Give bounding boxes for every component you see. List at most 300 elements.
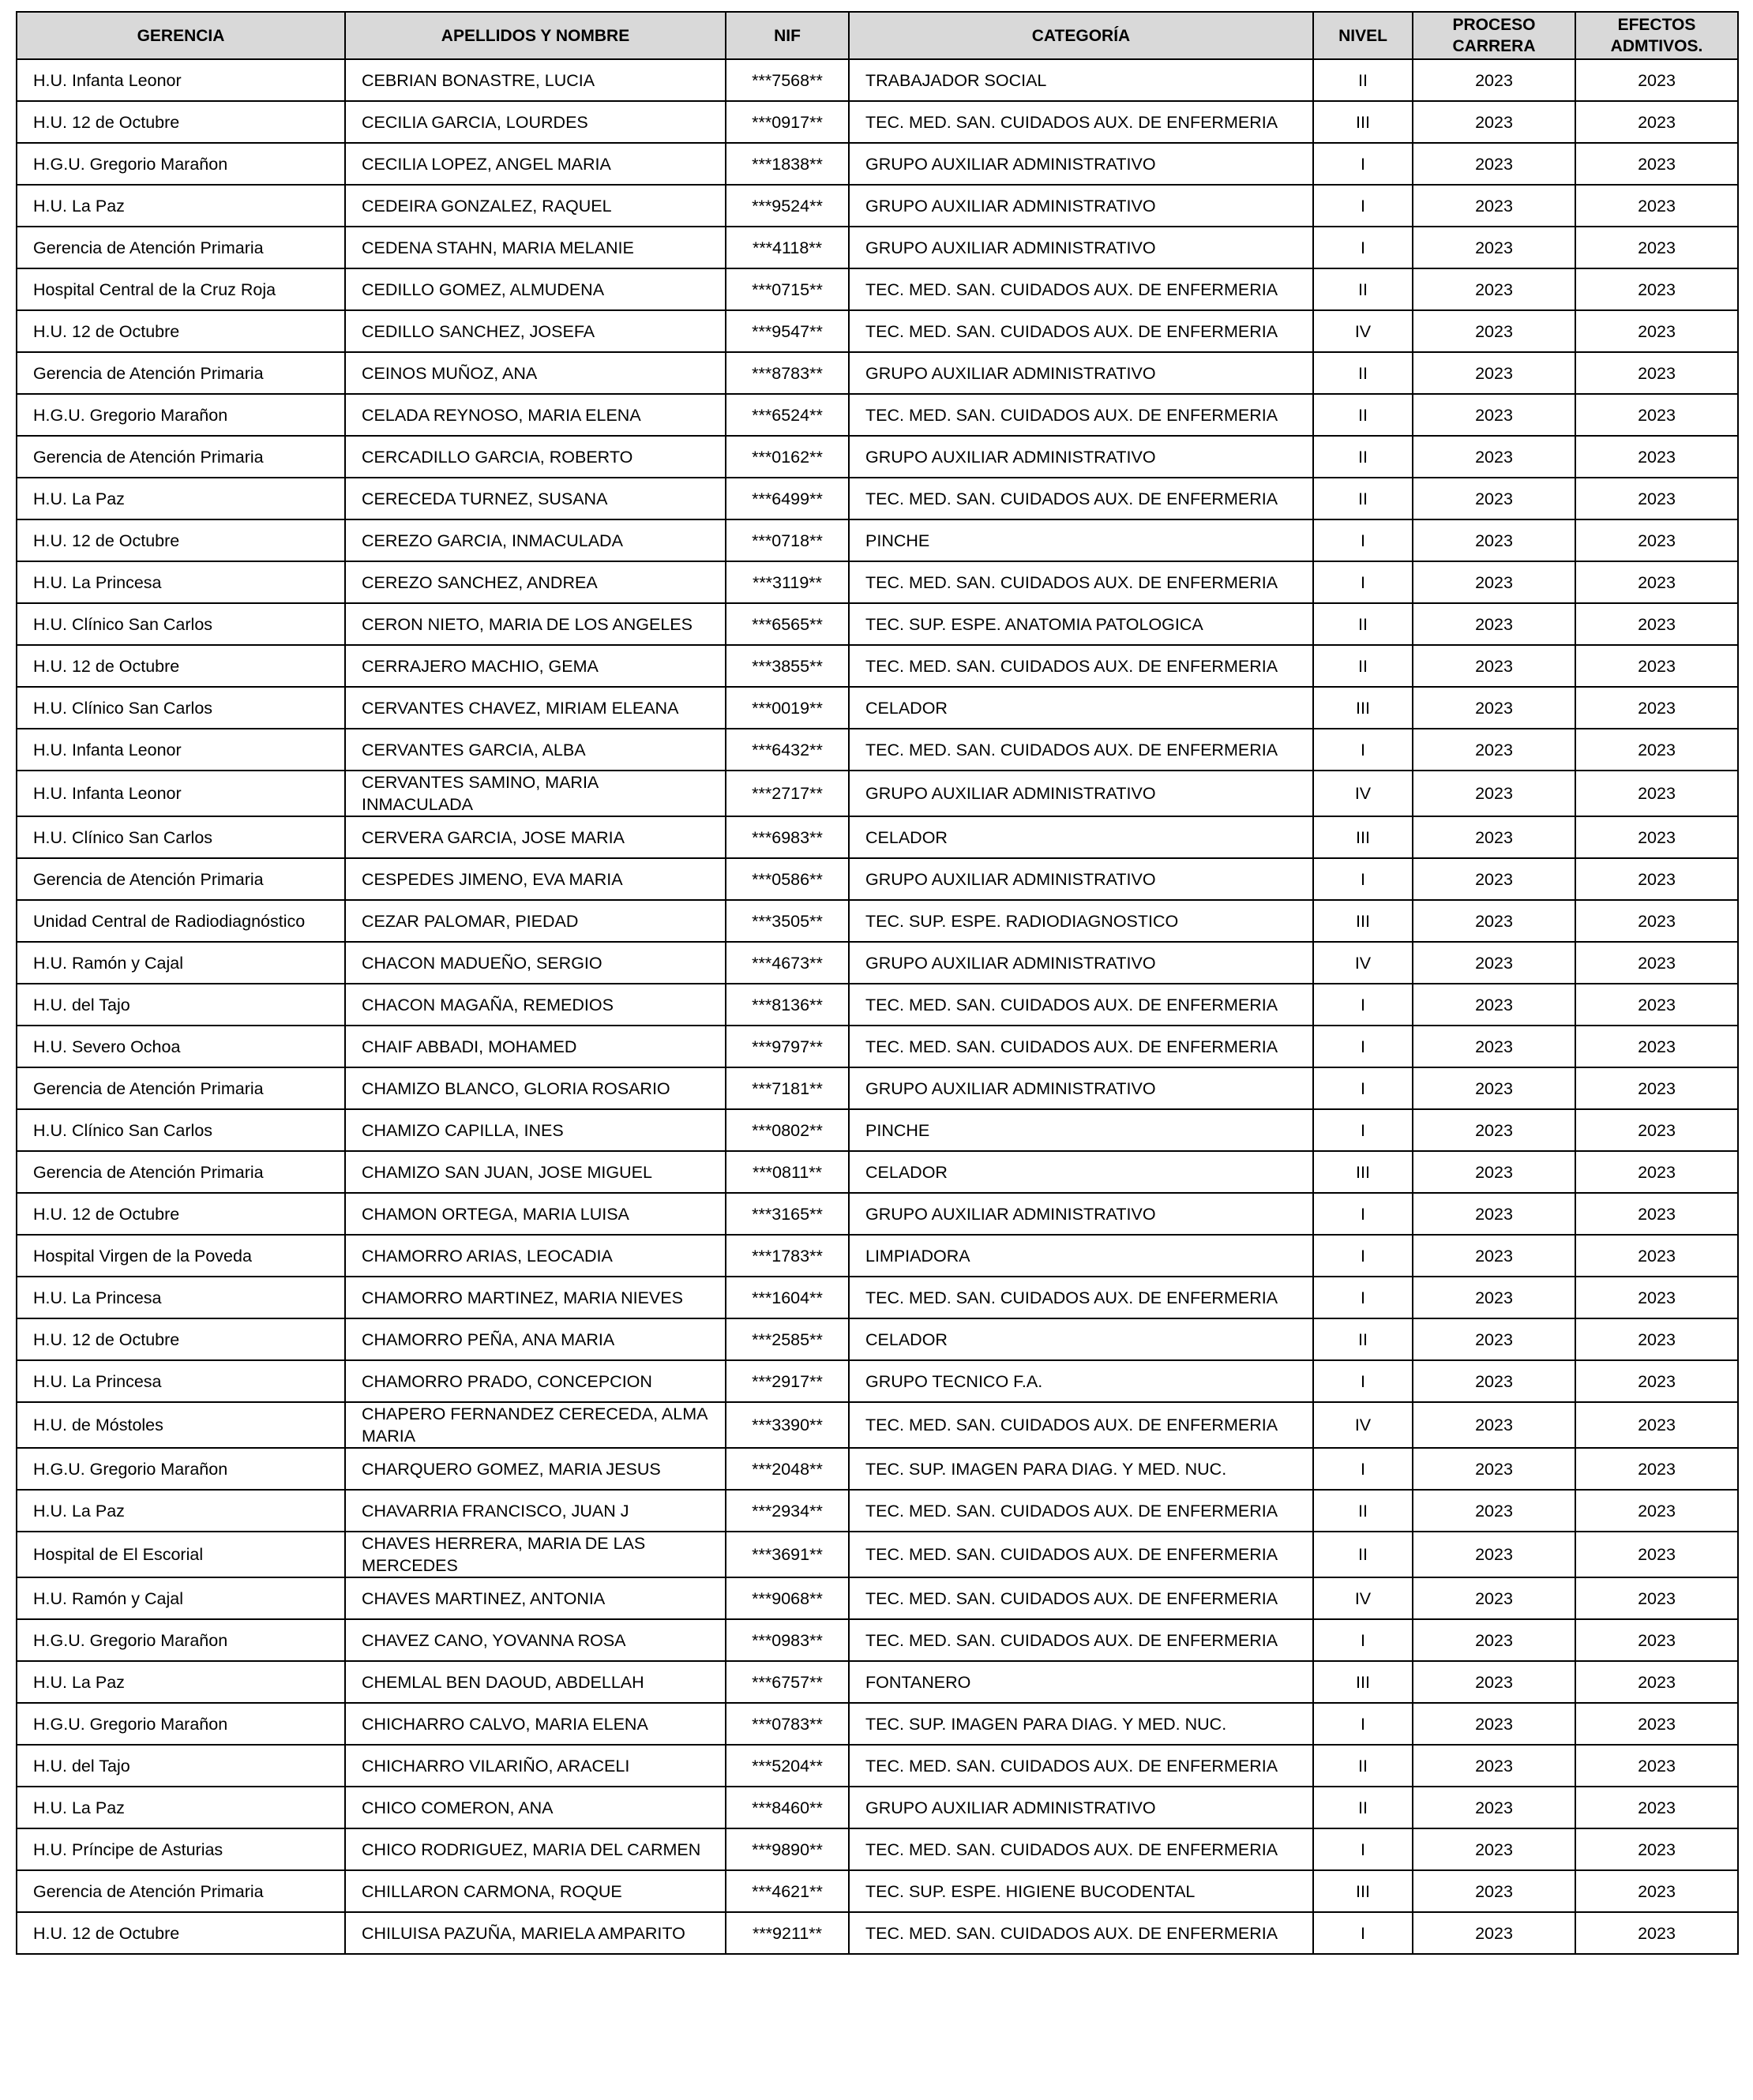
- nombre-cell: CHAVARRIA FRANCISCO, JUAN J: [345, 1490, 726, 1532]
- efectos-cell: 2023: [1575, 687, 1738, 729]
- nivel-cell: III: [1313, 1870, 1413, 1912]
- header-nif: NIF: [726, 12, 849, 59]
- nivel-cell: I: [1313, 1277, 1413, 1318]
- categoria-cell: PINCHE: [849, 1109, 1313, 1151]
- categoria-cell: TEC. MED. SAN. CUIDADOS AUX. DE ENFERMERIA: [849, 561, 1313, 603]
- categoria-cell: GRUPO AUXILIAR ADMINISTRATIVO: [849, 143, 1313, 185]
- table-row: [17, 1619, 1738, 1661]
- efectos-cell: 2023: [1575, 478, 1738, 519]
- gerencia-cell: Gerencia de Atención Primaria: [17, 1151, 345, 1193]
- nombre-cell: CHAMORRO MARTINEZ, MARIA NIEVES: [345, 1277, 726, 1318]
- nif-cell: ***0811**: [726, 1151, 849, 1193]
- nif-cell: ***4673**: [726, 942, 849, 984]
- efectos-cell: 2023: [1575, 816, 1738, 858]
- nivel-cell: I: [1313, 1193, 1413, 1235]
- nombre-cell: CEDEIRA GONZALEZ, RAQUEL: [345, 185, 726, 227]
- gerencia-cell: H.G.U. Gregorio Marañon: [17, 394, 345, 436]
- nif-cell: ***0715**: [726, 268, 849, 310]
- table-row: [17, 1532, 1738, 1577]
- nombre-cell: CHAVES HERRERA, MARIA DE LAS MERCEDES: [345, 1532, 726, 1577]
- header-apellidos-nombre: APELLIDOS Y NOMBRE: [345, 12, 726, 59]
- proceso-cell: 2023: [1413, 310, 1575, 352]
- categoria-cell: TEC. SUP. IMAGEN PARA DIAG. Y MED. NUC.: [849, 1703, 1313, 1745]
- table-row: [17, 101, 1738, 143]
- proceso-cell: 2023: [1413, 1577, 1575, 1619]
- gerencia-cell: H.G.U. Gregorio Marañon: [17, 1448, 345, 1490]
- categoria-cell: GRUPO AUXILIAR ADMINISTRATIVO: [849, 1787, 1313, 1828]
- nombre-cell: CEREZO SANCHEZ, ANDREA: [345, 561, 726, 603]
- efectos-cell: 2023: [1575, 1360, 1738, 1402]
- efectos-cell: 2023: [1575, 1193, 1738, 1235]
- categoria-cell: TEC. MED. SAN. CUIDADOS AUX. DE ENFERMERIA: [849, 101, 1313, 143]
- nif-cell: ***4118**: [726, 227, 849, 268]
- nombre-cell: CERVANTES GARCIA, ALBA: [345, 729, 726, 771]
- gerencia-cell: Hospital Central de la Cruz Roja: [17, 268, 345, 310]
- table-row: [17, 394, 1738, 436]
- table-row: [17, 816, 1738, 858]
- categoria-cell: GRUPO AUXILIAR ADMINISTRATIVO: [849, 771, 1313, 816]
- proceso-cell: 2023: [1413, 1828, 1575, 1870]
- nombre-cell: CHAMON ORTEGA, MARIA LUISA: [345, 1193, 726, 1235]
- categoria-cell: CELADOR: [849, 687, 1313, 729]
- categoria-cell: TEC. MED. SAN. CUIDADOS AUX. DE ENFERMERIA: [849, 729, 1313, 771]
- efectos-cell: 2023: [1575, 1745, 1738, 1787]
- table-row: [17, 352, 1738, 394]
- nombre-cell: CERRAJERO MACHIO, GEMA: [345, 645, 726, 687]
- categoria-cell: GRUPO AUXILIAR ADMINISTRATIVO: [849, 1067, 1313, 1109]
- categoria-cell: TEC. MED. SAN. CUIDADOS AUX. DE ENFERMERIA: [849, 310, 1313, 352]
- table-row: [17, 1109, 1738, 1151]
- table-row: [17, 687, 1738, 729]
- proceso-cell: 2023: [1413, 352, 1575, 394]
- nivel-cell: II: [1313, 1787, 1413, 1828]
- nivel-cell: III: [1313, 101, 1413, 143]
- categoria-cell: GRUPO AUXILIAR ADMINISTRATIVO: [849, 858, 1313, 900]
- nivel-cell: III: [1313, 900, 1413, 942]
- gerencia-cell: H.U. 12 de Octubre: [17, 310, 345, 352]
- nif-cell: ***6757**: [726, 1661, 849, 1703]
- nivel-cell: III: [1313, 1151, 1413, 1193]
- nivel-cell: II: [1313, 1745, 1413, 1787]
- efectos-cell: 2023: [1575, 143, 1738, 185]
- categoria-cell: GRUPO AUXILIAR ADMINISTRATIVO: [849, 436, 1313, 478]
- nif-cell: ***6524**: [726, 394, 849, 436]
- table-row: [17, 268, 1738, 310]
- document-page: [16, 11, 1737, 1955]
- nombre-cell: CHAPERO FERNANDEZ CERECEDA, ALMA MARIA: [345, 1402, 726, 1448]
- nivel-cell: II: [1313, 603, 1413, 645]
- proceso-cell: 2023: [1413, 900, 1575, 942]
- proceso-cell: 2023: [1413, 1151, 1575, 1193]
- nif-cell: ***3165**: [726, 1193, 849, 1235]
- gerencia-cell: H.U. La Princesa: [17, 1360, 345, 1402]
- efectos-cell: 2023: [1575, 1661, 1738, 1703]
- efectos-cell: 2023: [1575, 1402, 1738, 1448]
- proceso-cell: 2023: [1413, 1619, 1575, 1661]
- proceso-cell: 2023: [1413, 1532, 1575, 1577]
- nombre-cell: CHICO COMERON, ANA: [345, 1787, 726, 1828]
- nombre-cell: CERVANTES SAMINO, MARIA INMACULADA: [345, 771, 726, 816]
- proceso-cell: 2023: [1413, 1402, 1575, 1448]
- nombre-cell: CECILIA GARCIA, LOURDES: [345, 101, 726, 143]
- table-row: [17, 1277, 1738, 1318]
- nivel-cell: II: [1313, 1490, 1413, 1532]
- nivel-cell: I: [1313, 561, 1413, 603]
- categoria-cell: CELADOR: [849, 1318, 1313, 1360]
- table-header-row: [17, 12, 1738, 59]
- table-row: [17, 1026, 1738, 1067]
- header-efectos-admtivos: EFECTOS ADMTIVOS.: [1575, 12, 1738, 59]
- table-row: [17, 519, 1738, 561]
- proceso-cell: 2023: [1413, 1318, 1575, 1360]
- nivel-cell: I: [1313, 1703, 1413, 1745]
- nivel-cell: I: [1313, 729, 1413, 771]
- nombre-cell: CHAMIZO BLANCO, GLORIA ROSARIO: [345, 1067, 726, 1109]
- nombre-cell: CHILUISA PAZUÑA, MARIELA AMPARITO: [345, 1912, 726, 1954]
- categoria-cell: GRUPO AUXILIAR ADMINISTRATIVO: [849, 942, 1313, 984]
- proceso-cell: 2023: [1413, 561, 1575, 603]
- nivel-cell: IV: [1313, 942, 1413, 984]
- nombre-cell: CHICHARRO VILARIÑO, ARACELI: [345, 1745, 726, 1787]
- header-gerencia: GERENCIA: [17, 12, 345, 59]
- nif-cell: ***2917**: [726, 1360, 849, 1402]
- categoria-cell: TEC. MED. SAN. CUIDADOS AUX. DE ENFERMERIA: [849, 1912, 1313, 1954]
- nif-cell: ***0019**: [726, 687, 849, 729]
- nif-cell: ***3119**: [726, 561, 849, 603]
- efectos-cell: 2023: [1575, 1277, 1738, 1318]
- nivel-cell: II: [1313, 436, 1413, 478]
- nombre-cell: CEZAR PALOMAR, PIEDAD: [345, 900, 726, 942]
- proceso-cell: 2023: [1413, 1912, 1575, 1954]
- categoria-cell: GRUPO TECNICO F.A.: [849, 1360, 1313, 1402]
- categoria-cell: LIMPIADORA: [849, 1235, 1313, 1277]
- nif-cell: ***0586**: [726, 858, 849, 900]
- table-row: [17, 185, 1738, 227]
- nif-cell: ***8460**: [726, 1787, 849, 1828]
- categoria-cell: TEC. MED. SAN. CUIDADOS AUX. DE ENFERMERIA: [849, 1745, 1313, 1787]
- proceso-cell: 2023: [1413, 816, 1575, 858]
- efectos-cell: 2023: [1575, 268, 1738, 310]
- gerencia-cell: H.U. La Paz: [17, 185, 345, 227]
- table-row: [17, 1490, 1738, 1532]
- table-row: [17, 1577, 1738, 1619]
- gerencia-cell: H.U. Clínico San Carlos: [17, 603, 345, 645]
- nif-cell: ***0162**: [726, 436, 849, 478]
- gerencia-cell: H.U. 12 de Octubre: [17, 645, 345, 687]
- nivel-cell: II: [1313, 268, 1413, 310]
- proceso-cell: 2023: [1413, 394, 1575, 436]
- efectos-cell: 2023: [1575, 1870, 1738, 1912]
- nif-cell: ***8783**: [726, 352, 849, 394]
- nombre-cell: CEDENA STAHN, MARIA MELANIE: [345, 227, 726, 268]
- nombre-cell: CERCADILLO GARCIA, ROBERTO: [345, 436, 726, 478]
- nombre-cell: CHARQUERO GOMEZ, MARIA JESUS: [345, 1448, 726, 1490]
- efectos-cell: 2023: [1575, 603, 1738, 645]
- nif-cell: ***6432**: [726, 729, 849, 771]
- nif-cell: ***0917**: [726, 101, 849, 143]
- nivel-cell: I: [1313, 1619, 1413, 1661]
- nivel-cell: IV: [1313, 310, 1413, 352]
- proceso-cell: 2023: [1413, 1870, 1575, 1912]
- efectos-cell: 2023: [1575, 561, 1738, 603]
- efectos-cell: 2023: [1575, 1448, 1738, 1490]
- efectos-cell: 2023: [1575, 1619, 1738, 1661]
- nivel-cell: I: [1313, 1067, 1413, 1109]
- proceso-cell: 2023: [1413, 1109, 1575, 1151]
- categoria-cell: TEC. MED. SAN. CUIDADOS AUX. DE ENFERMERIA: [849, 984, 1313, 1026]
- nif-cell: ***1783**: [726, 1235, 849, 1277]
- table-body: [17, 59, 1738, 1954]
- table-row: [17, 1193, 1738, 1235]
- nombre-cell: CHAVES MARTINEZ, ANTONIA: [345, 1577, 726, 1619]
- gerencia-cell: Gerencia de Atención Primaria: [17, 227, 345, 268]
- nombre-cell: CHEMLAL BEN DAOUD, ABDELLAH: [345, 1661, 726, 1703]
- categoria-cell: GRUPO AUXILIAR ADMINISTRATIVO: [849, 352, 1313, 394]
- efectos-cell: 2023: [1575, 227, 1738, 268]
- gerencia-cell: Gerencia de Atención Primaria: [17, 436, 345, 478]
- proceso-cell: 2023: [1413, 603, 1575, 645]
- nivel-cell: III: [1313, 687, 1413, 729]
- categoria-cell: TEC. MED. SAN. CUIDADOS AUX. DE ENFERMERIA: [849, 1619, 1313, 1661]
- table-row: [17, 1318, 1738, 1360]
- efectos-cell: 2023: [1575, 1490, 1738, 1532]
- proceso-cell: 2023: [1413, 645, 1575, 687]
- categoria-cell: TRABAJADOR SOCIAL: [849, 59, 1313, 101]
- nif-cell: ***9547**: [726, 310, 849, 352]
- nif-cell: ***6499**: [726, 478, 849, 519]
- proceso-cell: 2023: [1413, 101, 1575, 143]
- efectos-cell: 2023: [1575, 1532, 1738, 1577]
- nif-cell: ***2585**: [726, 1318, 849, 1360]
- gerencia-cell: H.U. del Tajo: [17, 1745, 345, 1787]
- header-nivel: NIVEL: [1313, 12, 1413, 59]
- gerencia-cell: Unidad Central de Radiodiagnóstico: [17, 900, 345, 942]
- nivel-cell: II: [1313, 59, 1413, 101]
- categoria-cell: PINCHE: [849, 519, 1313, 561]
- nif-cell: ***0783**: [726, 1703, 849, 1745]
- nombre-cell: CEBRIAN BONASTRE, LUCIA: [345, 59, 726, 101]
- nif-cell: ***3855**: [726, 645, 849, 687]
- efectos-cell: 2023: [1575, 858, 1738, 900]
- efectos-cell: 2023: [1575, 1151, 1738, 1193]
- nif-cell: ***9797**: [726, 1026, 849, 1067]
- nombre-cell: CEINOS MUÑOZ, ANA: [345, 352, 726, 394]
- categoria-cell: TEC. SUP. ESPE. HIGIENE BUCODENTAL: [849, 1870, 1313, 1912]
- gerencia-cell: H.U. La Princesa: [17, 1277, 345, 1318]
- gerencia-cell: H.U. Infanta Leonor: [17, 59, 345, 101]
- efectos-cell: 2023: [1575, 1912, 1738, 1954]
- nif-cell: ***3390**: [726, 1402, 849, 1448]
- nif-cell: ***3691**: [726, 1532, 849, 1577]
- nombre-cell: CERECEDA TURNEZ, SUSANA: [345, 478, 726, 519]
- nivel-cell: I: [1313, 1448, 1413, 1490]
- nivel-cell: IV: [1313, 1577, 1413, 1619]
- table-row: [17, 1661, 1738, 1703]
- table-row: [17, 858, 1738, 900]
- nif-cell: ***9211**: [726, 1912, 849, 1954]
- table-row: [17, 942, 1738, 984]
- nombre-cell: CHAMORRO ARIAS, LEOCADIA: [345, 1235, 726, 1277]
- nif-cell: ***6983**: [726, 816, 849, 858]
- nivel-cell: II: [1313, 394, 1413, 436]
- nombre-cell: CEDILLO SANCHEZ, JOSEFA: [345, 310, 726, 352]
- nif-cell: ***7181**: [726, 1067, 849, 1109]
- gerencia-cell: H.U. 12 de Octubre: [17, 101, 345, 143]
- gerencia-cell: H.U. La Paz: [17, 1490, 345, 1532]
- gerencia-cell: Gerencia de Atención Primaria: [17, 858, 345, 900]
- proceso-cell: 2023: [1413, 59, 1575, 101]
- gerencia-cell: H.U. La Paz: [17, 1787, 345, 1828]
- categoria-cell: CELADOR: [849, 816, 1313, 858]
- proceso-cell: 2023: [1413, 1448, 1575, 1490]
- gerencia-cell: H.U. Clínico San Carlos: [17, 816, 345, 858]
- table-row: [17, 1235, 1738, 1277]
- categoria-cell: TEC. MED. SAN. CUIDADOS AUX. DE ENFERMERIA: [849, 1532, 1313, 1577]
- gerencia-cell: H.U. Clínico San Carlos: [17, 1109, 345, 1151]
- nombre-cell: CHAMIZO CAPILLA, INES: [345, 1109, 726, 1151]
- proceso-cell: 2023: [1413, 268, 1575, 310]
- table-row: [17, 729, 1738, 771]
- nivel-cell: II: [1313, 1318, 1413, 1360]
- gerencia-cell: H.U. La Paz: [17, 1661, 345, 1703]
- gerencia-cell: H.U. La Princesa: [17, 561, 345, 603]
- nivel-cell: I: [1313, 1235, 1413, 1277]
- nif-cell: ***6565**: [726, 603, 849, 645]
- proceso-cell: 2023: [1413, 185, 1575, 227]
- nif-cell: ***2717**: [726, 771, 849, 816]
- efectos-cell: 2023: [1575, 1787, 1738, 1828]
- efectos-cell: 2023: [1575, 1026, 1738, 1067]
- table-row: [17, 603, 1738, 645]
- nombre-cell: CERVERA GARCIA, JOSE MARIA: [345, 816, 726, 858]
- nivel-cell: I: [1313, 1026, 1413, 1067]
- gerencia-cell: H.G.U. Gregorio Marañon: [17, 1703, 345, 1745]
- proceso-cell: 2023: [1413, 858, 1575, 900]
- nivel-cell: I: [1313, 143, 1413, 185]
- table-row: [17, 1151, 1738, 1193]
- efectos-cell: 2023: [1575, 1318, 1738, 1360]
- categoria-cell: TEC. MED. SAN. CUIDADOS AUX. DE ENFERMERIA: [849, 478, 1313, 519]
- nivel-cell: II: [1313, 478, 1413, 519]
- proceso-cell: 2023: [1413, 143, 1575, 185]
- efectos-cell: 2023: [1575, 310, 1738, 352]
- proceso-cell: 2023: [1413, 1787, 1575, 1828]
- table-row: [17, 436, 1738, 478]
- nif-cell: ***2048**: [726, 1448, 849, 1490]
- table-row: [17, 1703, 1738, 1745]
- nif-cell: ***2934**: [726, 1490, 849, 1532]
- proceso-cell: 2023: [1413, 227, 1575, 268]
- nivel-cell: I: [1313, 1109, 1413, 1151]
- efectos-cell: 2023: [1575, 942, 1738, 984]
- proceso-cell: 2023: [1413, 478, 1575, 519]
- efectos-cell: 2023: [1575, 101, 1738, 143]
- nombre-cell: CHACON MAGAÑA, REMEDIOS: [345, 984, 726, 1026]
- efectos-cell: 2023: [1575, 771, 1738, 816]
- categoria-cell: GRUPO AUXILIAR ADMINISTRATIVO: [849, 185, 1313, 227]
- categoria-cell: TEC. MED. SAN. CUIDADOS AUX. DE ENFERMERIA: [849, 1828, 1313, 1870]
- table-row: [17, 59, 1738, 101]
- proceso-cell: 2023: [1413, 1490, 1575, 1532]
- nivel-cell: I: [1313, 185, 1413, 227]
- categoria-cell: TEC. MED. SAN. CUIDADOS AUX. DE ENFERMERIA: [849, 1577, 1313, 1619]
- header-categoria: CATEGORÍA: [849, 12, 1313, 59]
- nivel-cell: I: [1313, 227, 1413, 268]
- nombre-cell: CERON NIETO, MARIA DE LOS ANGELES: [345, 603, 726, 645]
- nombre-cell: CHAMORRO PEÑA, ANA MARIA: [345, 1318, 726, 1360]
- efectos-cell: 2023: [1575, 185, 1738, 227]
- nif-cell: ***0983**: [726, 1619, 849, 1661]
- proceso-cell: 2023: [1413, 1277, 1575, 1318]
- table-row: [17, 900, 1738, 942]
- table-row: [17, 1828, 1738, 1870]
- table-row: [17, 1912, 1738, 1954]
- nif-cell: ***4621**: [726, 1870, 849, 1912]
- categoria-cell: TEC. MED. SAN. CUIDADOS AUX. DE ENFERMERIA: [849, 645, 1313, 687]
- nombre-cell: CERVANTES CHAVEZ, MIRIAM ELEANA: [345, 687, 726, 729]
- proceso-cell: 2023: [1413, 771, 1575, 816]
- categoria-cell: TEC. MED. SAN. CUIDADOS AUX. DE ENFERMERIA: [849, 1402, 1313, 1448]
- nombre-cell: CHICO RODRIGUEZ, MARIA DEL CARMEN: [345, 1828, 726, 1870]
- efectos-cell: 2023: [1575, 1577, 1738, 1619]
- proceso-cell: 2023: [1413, 1745, 1575, 1787]
- table-row: [17, 227, 1738, 268]
- gerencia-cell: H.U. Príncipe de Asturias: [17, 1828, 345, 1870]
- proceso-cell: 2023: [1413, 1360, 1575, 1402]
- nivel-cell: II: [1313, 645, 1413, 687]
- table-row: [17, 771, 1738, 816]
- gerencia-cell: H.U. La Paz: [17, 478, 345, 519]
- proceso-cell: 2023: [1413, 1193, 1575, 1235]
- table-row: [17, 1360, 1738, 1402]
- proceso-cell: 2023: [1413, 1703, 1575, 1745]
- table-row: [17, 1787, 1738, 1828]
- gerencia-cell: H.U. Severo Ochoa: [17, 1026, 345, 1067]
- efectos-cell: 2023: [1575, 1828, 1738, 1870]
- nif-cell: ***1604**: [726, 1277, 849, 1318]
- categoria-cell: TEC. SUP. ESPE. RADIODIAGNOSTICO: [849, 900, 1313, 942]
- table-row: [17, 1745, 1738, 1787]
- efectos-cell: 2023: [1575, 900, 1738, 942]
- table-row: [17, 984, 1738, 1026]
- efectos-cell: 2023: [1575, 984, 1738, 1026]
- efectos-cell: 2023: [1575, 1067, 1738, 1109]
- nombre-cell: CELADA REYNOSO, MARIA ELENA: [345, 394, 726, 436]
- nombre-cell: CHAVEZ CANO, YOVANNA ROSA: [345, 1619, 726, 1661]
- table-row: [17, 143, 1738, 185]
- nombre-cell: CHAIF ABBADI, MOHAMED: [345, 1026, 726, 1067]
- gerencia-cell: H.G.U. Gregorio Marañon: [17, 1619, 345, 1661]
- nivel-cell: II: [1313, 352, 1413, 394]
- table-row: [17, 1870, 1738, 1912]
- nivel-cell: III: [1313, 816, 1413, 858]
- nivel-cell: I: [1313, 519, 1413, 561]
- gerencia-cell: H.U. Ramón y Cajal: [17, 1577, 345, 1619]
- proceso-cell: 2023: [1413, 436, 1575, 478]
- nombre-cell: CHAMIZO SAN JUAN, JOSE MIGUEL: [345, 1151, 726, 1193]
- nif-cell: ***3505**: [726, 900, 849, 942]
- proceso-cell: 2023: [1413, 1661, 1575, 1703]
- efectos-cell: 2023: [1575, 729, 1738, 771]
- nivel-cell: I: [1313, 984, 1413, 1026]
- table-row: [17, 1448, 1738, 1490]
- table-row: [17, 1402, 1738, 1448]
- nif-cell: ***9890**: [726, 1828, 849, 1870]
- proceso-cell: 2023: [1413, 1026, 1575, 1067]
- table-row: [17, 561, 1738, 603]
- gerencia-cell: H.U. 12 de Octubre: [17, 1912, 345, 1954]
- gerencia-cell: H.U. del Tajo: [17, 984, 345, 1026]
